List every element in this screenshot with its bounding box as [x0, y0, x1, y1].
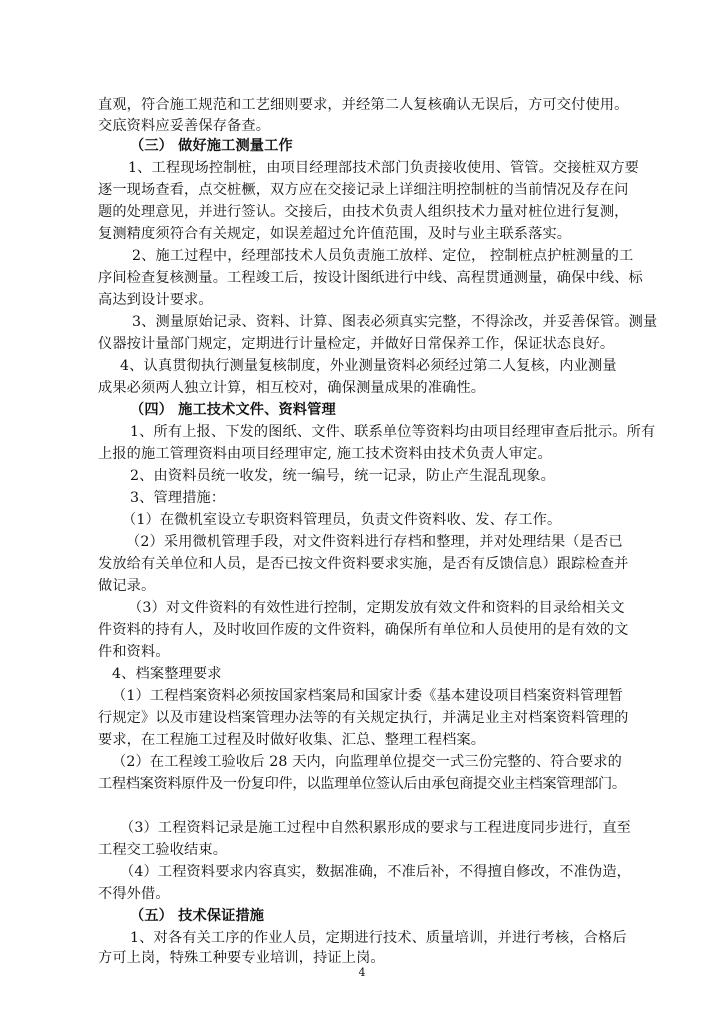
text-line: （4）工程资料要求内容真实，数据准确，不准后补，不得擅自修改，不准伪造，	[120, 864, 631, 880]
text-line: 1、工程现场控制桩，由项目经理部技术部门负责接收使用、管管。交接桩双方要	[128, 160, 639, 176]
text-line: （1）工程档案资料必须按国家档案局和国家计委《基本建设项目档案资料管理暂	[112, 688, 623, 704]
page-number: 4	[358, 966, 366, 979]
text-line: 2、施工过程中，经理部技术人员负责施工放样、定位， 控制桩点护桩测量的工	[132, 248, 634, 264]
text-line: （3）对文件资料的有效性进行控制，定期发放有效文件和资料的目录给相关文	[128, 600, 625, 616]
text-line: 成果必须两人独立计算，相互校对，确保测量成果的准确性。	[98, 380, 486, 396]
text-line: 4、认真贯彻执行测量复核制度，外业测量资料必须经过第二人复核，内业测量	[120, 358, 617, 374]
text-line: 要求，在工程施工过程及时做好收集、汇总、整理工程档案。	[98, 732, 486, 748]
text-line: 直观，符合施工规范和工艺细则要求，并经第二人复核确认无误后，方可交付使用。	[98, 97, 629, 113]
text-line: 工程交工验收结束。	[98, 842, 228, 858]
section-heading: （四） 施工技术文件、资料管理	[130, 402, 336, 418]
text-line: 做记录。	[98, 578, 156, 594]
text-line: 方可上岗，特殊工种要专业培训，持证上岗。	[98, 950, 385, 966]
section-heading: （三） 做好施工测量工作	[130, 138, 293, 154]
text-line: 不得外借。	[98, 886, 170, 902]
text-line: 4、档案整理要求	[112, 666, 222, 682]
text-line: 上报的施工管理资料由项目经理审定, 施工技术资料由技术负责人审定。	[98, 446, 552, 462]
text-line: （1）在微机室设立专职资料管理员，负责文件资料收、发、存工作。	[122, 512, 562, 528]
text-line: 高达到设计要求。	[98, 292, 213, 308]
text-line: 题的处理意见，并进行签认。交接后，由技术负责人组织技术力量对桩位进行复测，	[98, 204, 629, 220]
text-line: （3）工程资料记录是施工过程中自然积累形成的要求与工程进度同步进行，直至	[120, 820, 631, 836]
section-heading: （五） 技术保证措施	[130, 908, 265, 924]
text-line: 3、管理措施：	[130, 490, 226, 506]
text-line: 交底资料应妥善保存备查。	[98, 118, 271, 134]
text-line: 发放给有关单位和人员，是否已按文件资料要求实施，是否有反馈信息）跟踪检查并	[98, 556, 629, 572]
text-line: 工程档案资料原件及一份复印件，以监理单位签认后由承包商提交业主档案管理部门。	[98, 776, 626, 792]
text-line: 3、测量原始记录、资料、计算、图表必须真实完整，不得涂改，并妥善保管。测量	[132, 314, 658, 330]
text-line: 件资料的持有人，及时收回作废的文件资料，确保所有单位和人员使用的是有效的文	[98, 622, 629, 638]
text-line: 件和资料。	[98, 644, 170, 660]
text-line: 逐一现场查看，点交桩橛，双方应在交接记录上详细注明控制桩的当前情况及存在问	[98, 182, 629, 198]
text-line: 1、对各有关工序的作业人员，定期进行技术、质量培训，并进行考核，合格后	[130, 930, 627, 946]
text-line: （2）在工程竣工验收后 28 天内，向监理单位提交一式三份完整的、符合要求的	[112, 754, 622, 770]
text-line: 1、所有上报、下发的图纸、文件、联系单位等资料均由项目经理审查后批示。所有	[130, 424, 656, 440]
text-line: 行规定》以及市建设档案管理办法等的有关规定执行，并满足业主对档案资料管理的	[98, 710, 629, 726]
text-line: （2）采用微机管理手段，对文件资料进行存档和整理，并对处理结果（是否已	[126, 534, 623, 550]
text-line: 序间检查复核测量。工程竣工后，按设计图纸进行中线、高程贯通测量，确保中线、标	[98, 270, 643, 286]
text-line: 复测精度须符合有关规定，如误差超过允许值范围，及时与业主联系落实。	[98, 226, 572, 242]
text-line: 2、由资料员统一收发，统一编号，统一记录，防止产生混乱现象。	[130, 468, 555, 484]
text-line: 仪器按计量部门规定，定期进行计量检定，并做好日常保养工作，保证状态良好。	[98, 336, 615, 352]
